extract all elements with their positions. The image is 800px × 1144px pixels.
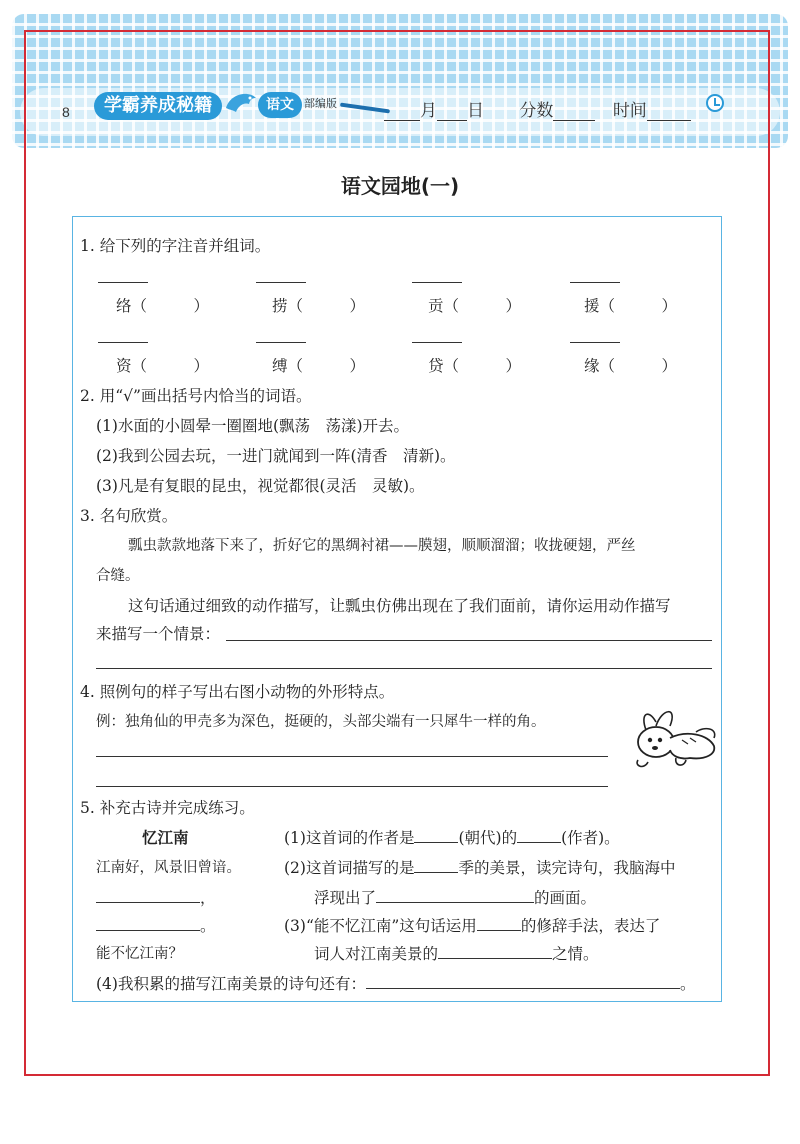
answer-blank[interactable] (414, 858, 458, 873)
poem-punct: ， (200, 889, 216, 907)
sq-text: 浮现出了 (314, 889, 377, 907)
sq-text: (作者)。 (561, 829, 620, 847)
pinyin-blank[interactable] (256, 282, 306, 283)
sub-question-1 (284, 826, 620, 848)
sq-text: (4)我积累的描写江南美景的诗句还有： (96, 975, 366, 993)
poem-blank[interactable] (96, 916, 200, 931)
answer-blank[interactable] (477, 916, 521, 931)
sq-text: 的修辞手法，表达了 (520, 917, 661, 935)
answer-blank[interactable] (366, 974, 680, 989)
sub-question-2 (284, 856, 675, 878)
poem-line: 江南好，风景旧曾谙。 (96, 860, 241, 876)
poem-blank[interactable] (96, 888, 200, 903)
sq-text: 。 (679, 975, 696, 993)
sq-text: (3)“能不忆江南”这句话运用 (284, 917, 477, 935)
sq-text: 词人对江南美景的 (314, 945, 439, 963)
poem-blank-line (96, 886, 216, 908)
poem-punct: 。 (200, 917, 216, 935)
sq-text: 之情。 (552, 945, 599, 963)
pinyin-blank[interactable] (256, 342, 306, 343)
q1-prompt: 1. 给下列的字注音并组词。 (80, 237, 271, 255)
pinyin-blank[interactable] (98, 282, 148, 283)
answer-line[interactable] (226, 640, 712, 641)
edition-label: 部编版 (304, 97, 337, 110)
q2-prompt: 2. 用“√”画出括号内恰当的词语。 (80, 387, 312, 405)
q3-prompt: 3. 名句欣赏。 (80, 507, 178, 525)
brand-title: 学霸养成秘籍 (94, 92, 222, 120)
answer-line[interactable] (96, 756, 608, 757)
char-item: 捞（ ） (272, 297, 366, 315)
char-item: 援（ ） (584, 297, 678, 315)
char-item: 缚（ ） (272, 357, 366, 375)
char-item: 资（ ） (116, 357, 210, 375)
poem-title: 忆江南 (142, 829, 189, 847)
q4-prompt: 4. 照例句的样子写出右图小动物的外形特点。 (80, 683, 395, 701)
score-label: 分数 (519, 101, 554, 121)
sq-text: 季的美景，读完诗句，我脑海中 (458, 859, 676, 877)
answer-blank[interactable] (414, 828, 458, 843)
rabbit-illustration (626, 704, 722, 774)
q2-item: (2)我到公园去玩，一进门就闻到一阵(清香 清新)。 (96, 447, 456, 465)
answer-blank[interactable] (376, 888, 534, 903)
pinyin-blank[interactable] (570, 342, 620, 343)
char-item: 贷（ ） (428, 357, 522, 375)
page-number: 8 (62, 104, 70, 120)
char-item: 缘（ ） (584, 357, 678, 375)
pinyin-blank[interactable] (412, 282, 462, 283)
subject-badge: 语文 (258, 92, 302, 118)
instruction-line: 这句话通过细致的动作描写，让瓢虫仿佛出现在了我们面前，请你运用动作描写 (128, 597, 671, 615)
poem-blank-line (96, 914, 216, 936)
quote-line: 瓢虫款款地落下来了，折好它的黑绸衬裙——膜翅，顺顺溜溜；收拢硬翅，严丝 (128, 538, 636, 554)
sq-text: (1)这首词的作者是 (284, 829, 415, 847)
sub-question-3-cont (314, 942, 599, 964)
answer-line[interactable] (96, 668, 712, 669)
day-label: 日 (467, 101, 484, 121)
pinyin-blank[interactable] (412, 342, 462, 343)
sub-question-3 (284, 914, 660, 936)
char-item: 贡（ ） (428, 297, 522, 315)
q5-prompt: 5. 补充古诗并完成练习。 (80, 799, 255, 817)
sq-text: (2)这首词描写的是 (284, 859, 415, 877)
sq-text: 的画面。 (534, 889, 597, 907)
example-sentence: 例：独角仙的甲壳多为深色，挺硬的，头部尖端有一只犀牛一样的角。 (96, 714, 546, 730)
pinyin-blank[interactable] (98, 342, 148, 343)
instruction-line: 来描写一个情景： (96, 625, 221, 643)
poem-line: 能不忆江南？ (96, 946, 183, 962)
char-item: 络（ ） (116, 297, 210, 315)
month-label: 月 (420, 101, 437, 121)
quote-line: 合缝。 (96, 568, 140, 584)
answer-blank[interactable] (517, 828, 561, 843)
page-title: 语文园地(一) (340, 174, 460, 198)
answer-line[interactable] (96, 786, 608, 787)
sub-question-2-cont (314, 886, 596, 908)
sub-question-4 (96, 972, 695, 994)
answer-blank[interactable] (438, 944, 552, 959)
q2-item: (3)凡是有复眼的昆虫，视觉都很(灵活 灵敏)。 (96, 477, 425, 495)
q2-item: (1)水面的小圆晕一圈圈地(飘荡 荡漾)开去。 (96, 417, 410, 435)
sq-text: (朝代)的 (458, 829, 518, 847)
pinyin-blank[interactable] (570, 282, 620, 283)
time-label: 时间 (612, 101, 647, 121)
